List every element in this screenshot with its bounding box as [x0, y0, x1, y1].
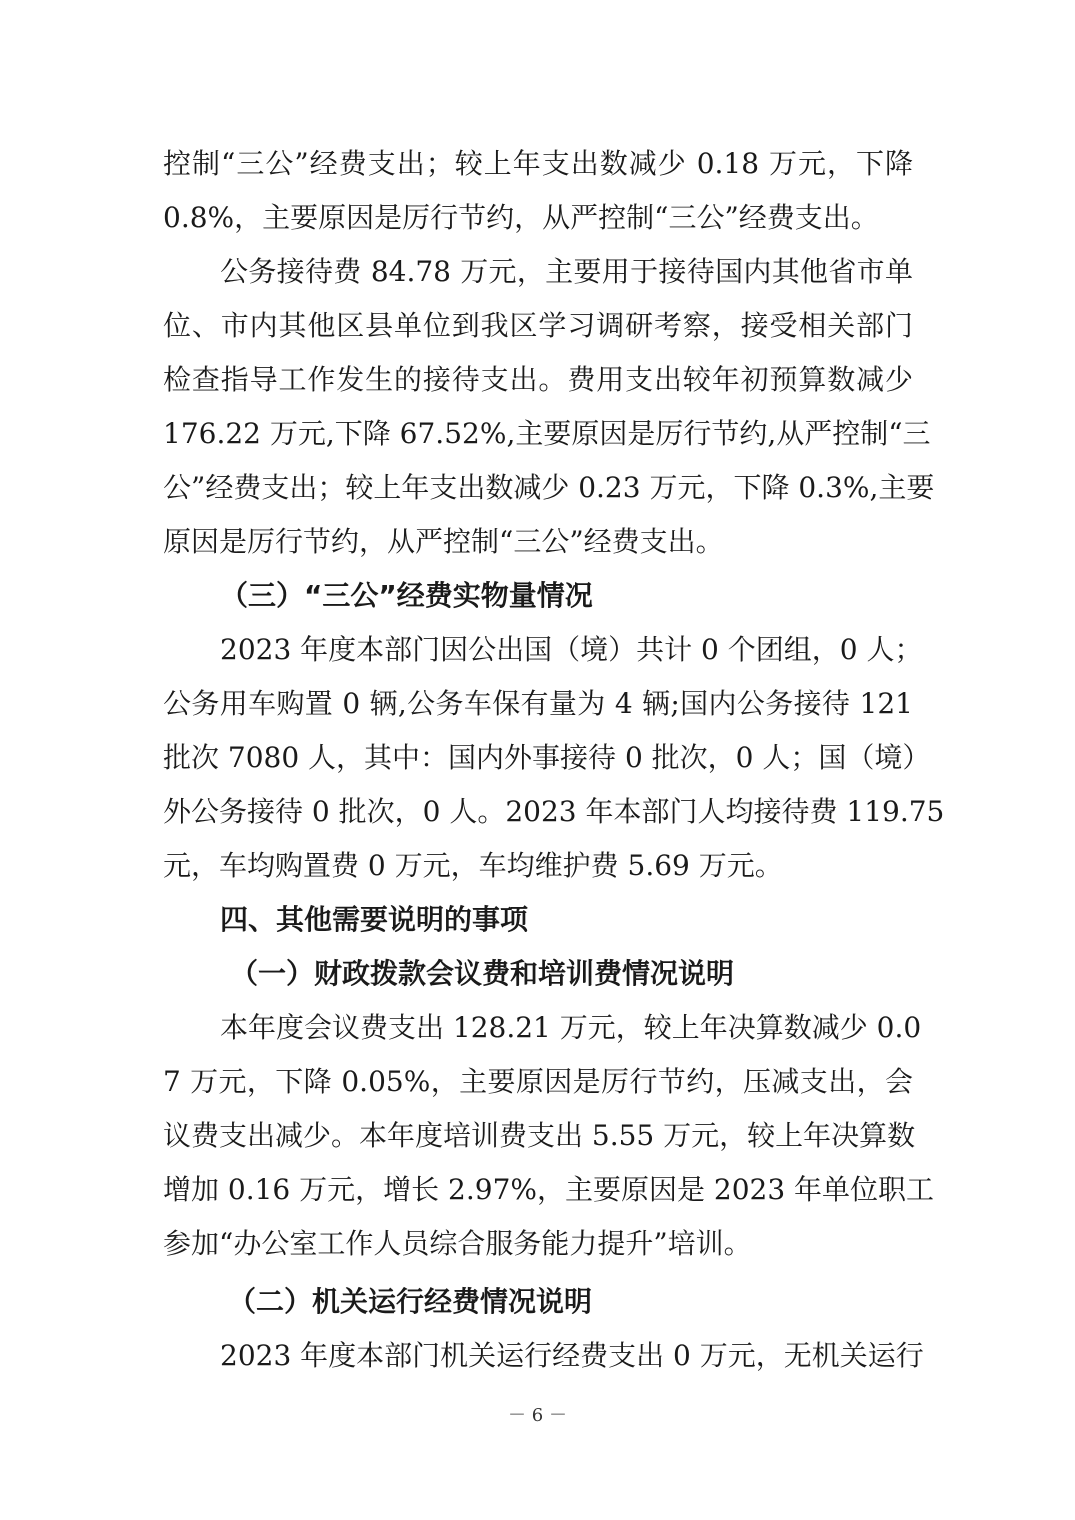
text-line: 元，车均购置费 0 万元，车均维护费 5.69 万元。 — [163, 849, 783, 882]
text-line: 位、市内其他区县单位到我区学习调研考察，接受相关部门 — [163, 309, 913, 342]
text-line: 2023 年度本部门机关运行经费支出 0 万元，无机关运行 — [220, 1339, 924, 1372]
text-line: 增加 0.16 万元，增长 2.97%，主要原因是 2023 年单位职工 — [163, 1173, 935, 1206]
text-line: 参加“办公室工作人员综合服务能力提升”培训。 — [163, 1227, 752, 1260]
section-heading: （三）“三公”经费实物量情况 — [220, 579, 593, 612]
text-line: 本年度会议费支出 128.21 万元，较上年决算数减少 0.0 — [220, 1011, 922, 1044]
text-line: 外公务接待 0 批次，0 人。2023 年本部门人均接待费 119.75 — [163, 795, 945, 828]
text-line: 176.22 万元,下降 67.52%,主要原因是厉行节约,从严控制“三 — [163, 417, 931, 450]
text-line: 批次 7080 人，其中：国内外事接待 0 批次，0 人；国（境） — [163, 741, 931, 774]
text-line: 公务用车购置 0 辆,公务车保有量为 4 辆;国内公务接待 121 — [163, 687, 913, 720]
text-line: 公”经费支出；较上年支出数减少 0.23 万元，下降 0.3%,主要 — [163, 471, 935, 504]
text-line: 公务接待费 84.78 万元，主要用于接待国内其他省市单 — [220, 255, 913, 288]
text-line: 0.8%，主要原因是厉行节约，从严控制“三公”经费支出。 — [163, 201, 879, 234]
text-line: 2023 年度本部门因公出国（境）共计 0 个团组，0 人； — [220, 633, 923, 666]
subsection-heading: （一）财政拨款会议费和培训费情况说明 — [230, 957, 735, 990]
text-line: 检查指导工作发生的接待支出。费用支出较年初预算数减少 — [163, 363, 913, 396]
text-line: 7 万元，下降 0.05%，主要原因是厉行节约，压减支出，会 — [163, 1065, 913, 1098]
text-line: 控制“三公”经费支出；较上年支出数减少 0.18 万元，下降 — [163, 147, 913, 180]
subsection-heading: （二）机关运行经费情况说明 — [228, 1285, 593, 1318]
page-number: － 6 － — [508, 1405, 567, 1426]
section-heading: 四、其他需要说明的事项 — [220, 903, 529, 936]
text-line: 议费支出减少。本年度培训费支出 5.55 万元，较上年决算数 — [163, 1119, 916, 1152]
text-line: 原因是厉行节约，从严控制“三公”经费支出。 — [163, 525, 724, 558]
